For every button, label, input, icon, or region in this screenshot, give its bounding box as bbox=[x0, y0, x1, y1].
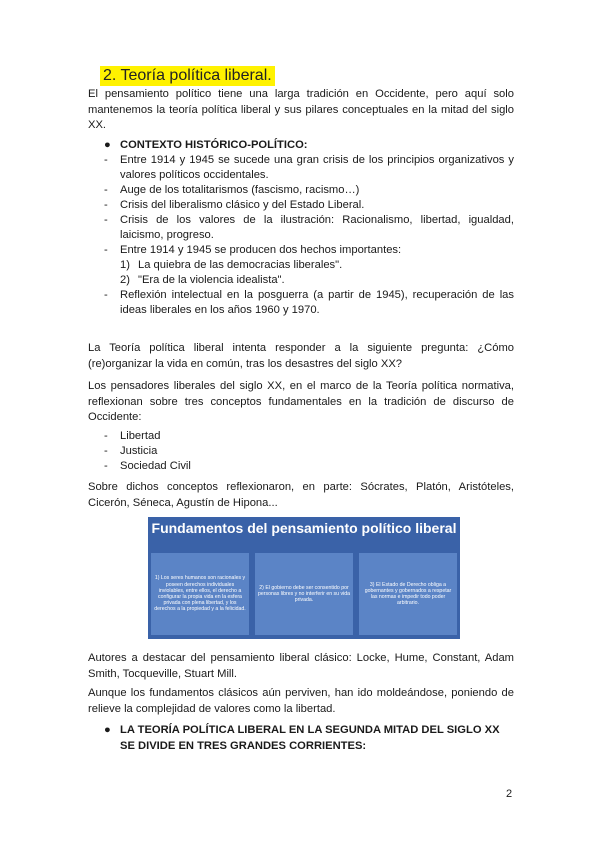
authors-paragraph: Sobre dichos conceptos reflexionaron, en parte: Sócrates, Platón, Aristóteles, Cicerón, Séneca, Agustín de Hipona... bbox=[88, 481, 514, 509]
context-heading-text: CONTEXTO HISTÓRICO-POLÍTICO: bbox=[120, 139, 308, 151]
fundamentals-diagram bbox=[148, 517, 460, 639]
bullet-icon: ● bbox=[104, 724, 111, 736]
list-item: - Sociedad Civil bbox=[104, 460, 191, 472]
list-item: - Justicia bbox=[104, 445, 158, 457]
list-item: - Crisis de los valores de la ilustración: Racionalismo, libertad, igualdad, laicismo, progreso. bbox=[104, 214, 514, 241]
numbered-item: 1) La quiebra de las democracias liberales". bbox=[120, 259, 343, 271]
diagram-title: Fundamentos del pensamiento político liberal bbox=[151, 520, 457, 536]
context-list bbox=[104, 153, 514, 318]
question-paragraph: La Teoría política liberal intenta responder a la siguiente pregunta: ¿Cómo (re)organizar la vida en común, tras los desastres del siglo XX? bbox=[88, 342, 514, 370]
section-title: 2. Teoría política liberal. bbox=[100, 66, 275, 86]
section-title-wrap bbox=[100, 66, 275, 86]
list-item: - Reflexión intelectual en la posguerra (a partir de 1945), recuperación de las ideas liberales en los años 1960 y 1970. bbox=[104, 289, 514, 316]
classic-authors-paragraph: Autores a destacar del pensamiento liberal clásico: Locke, Hume, Constant, Adam Smith, Tocqueville, Stuart Mill. bbox=[88, 652, 514, 680]
list-item: - Libertad bbox=[104, 430, 161, 442]
list-item: - Auge de los totalitarismos (fascismo, racismo…) bbox=[104, 184, 360, 196]
list-item: - Entre 1914 y 1945 se producen dos hechos importantes: bbox=[104, 244, 402, 256]
list-item: - Entre 1914 y 1945 se sucede una gran crisis de los principios organizativos y valores políticos occidentales. bbox=[104, 154, 514, 181]
page-number: 2 bbox=[506, 788, 513, 800]
numbered-item: 2) "Era de la violencia idealista". bbox=[120, 274, 285, 286]
concepts-list bbox=[104, 429, 514, 474]
fundamentals-paragraph: Aunque los fundamentos clásicos aún perviven, han ido moldeándose, poniendo de relieve la complejidad de valores como la libertad. bbox=[88, 687, 514, 715]
diagram-box-2: 2) El gobierno debe ser consentido por personas libres y no interferir en su vida privada. bbox=[255, 553, 353, 635]
bullet-icon: ● bbox=[104, 139, 111, 151]
thinkers-paragraph: Los pensadores liberales del siglo XX, en el marco de la Teoría política normativa, reflexionan sobre tres conceptos fundamentales en la tradición de discurso de Occidente: bbox=[88, 380, 514, 423]
currents-heading bbox=[104, 723, 514, 754]
diagram-box-3: 3) El Estado de Derecho obliga a gobernantes y gobernados a respetar las normas e impedir todo poder arbitrario. bbox=[359, 553, 457, 635]
list-item: - Crisis del liberalismo clásico y del Estado Liberal. bbox=[104, 199, 365, 211]
intro-paragraph: El pensamiento político tiene una larga tradición en Occidente, pero aquí solo mantenemos la teoría política liberal y sus pilares conceptuales en la mitad del siglo XX. bbox=[88, 88, 514, 131]
currents-heading-text: LA TEORÍA POLÍTICA LIBERAL EN LA SEGUNDA MITAD DEL SIGLO XX SE DIVIDE EN TRES GRANDES CORRIENTES: bbox=[120, 724, 500, 752]
diagram-box-1: 1) Los seres humanos son racionales y poseen derechos individuales inviolables, entre ellos, el derecho a configurar la propia vida en la esfera privada con plena libertad, y los derechos a la propiedad y a la felicidad. bbox=[151, 553, 249, 635]
